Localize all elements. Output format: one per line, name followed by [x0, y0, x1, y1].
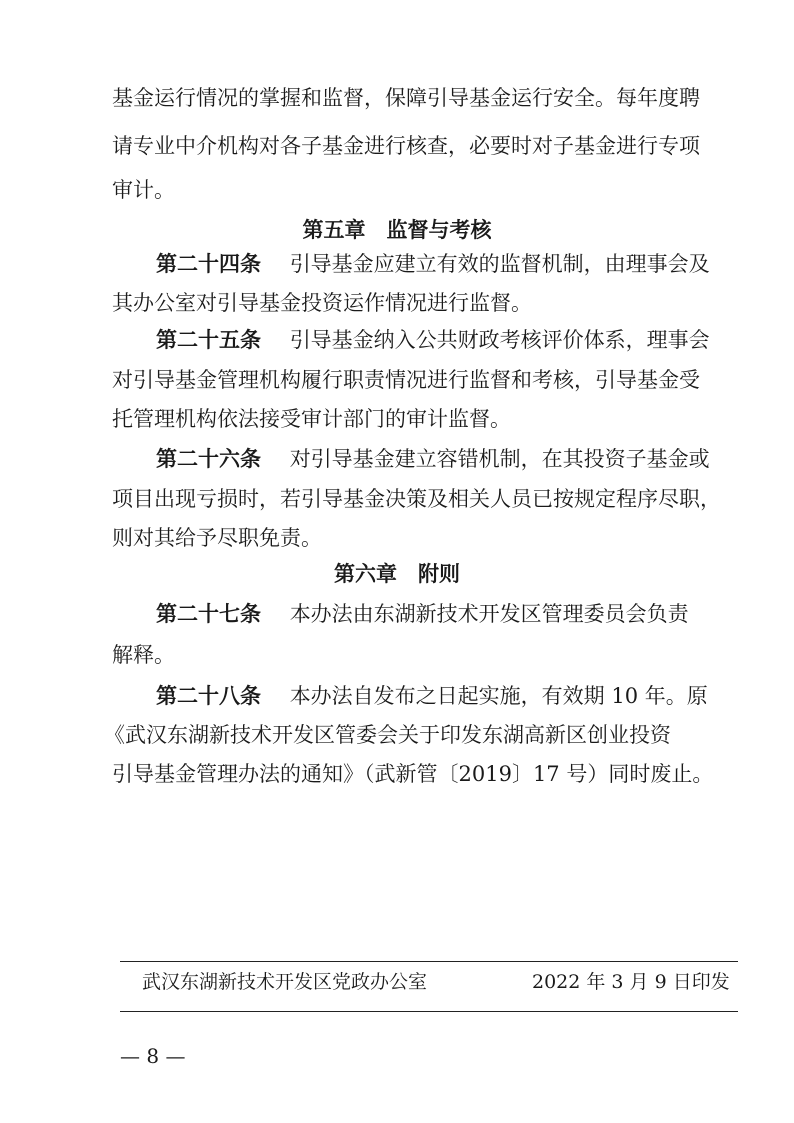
article-text: 引导基金纳入公共财政考核评价体系，理事会 [289, 328, 710, 352]
line-text: 引导基金管理办法的通知》（武新管〔2019〕17 号）同时废止。 [112, 762, 714, 786]
chapter-heading [0, 552, 794, 596]
line-text: 则对其给予尽职免责。 [112, 526, 322, 550]
article-label: 第二十六条 [156, 446, 261, 471]
article-text: 本办法由东湖新技术开发区管理委员会负责 [289, 602, 689, 626]
article-label: 第二十七条 [156, 601, 261, 626]
line-text: 基金运行情况的掌握和监督，保障引导基金运行安全。每年度聘 [112, 86, 700, 110]
paragraph-line [0, 477, 794, 521]
line-text: 其办公室对引导基金投资运作情况进行监督。 [112, 291, 532, 315]
paragraph-line [0, 76, 794, 120]
article-label: 第二十五条 [156, 327, 261, 352]
footer-bottom-rule [120, 1011, 738, 1012]
article-text: 引导基金应建立有效的监督机制，由理事会及 [289, 252, 710, 276]
paragraph-line [0, 633, 794, 677]
footer-issuer: 武汉东湖新技术开发区党政办公室 [142, 971, 428, 993]
footer-top-rule [120, 961, 738, 962]
article-text: 对引导基金建立容错机制，在其投资子基金或 [289, 447, 710, 471]
article-first-line [0, 592, 794, 636]
footer-date: 2022 年 3 月 9 日印发 [532, 971, 730, 993]
line-text: 《武汉东湖新技术开发区管委会关于印发东湖高新区创业投资 [104, 723, 671, 747]
chapter-title: 第六章 附则 [334, 561, 460, 586]
paragraph-line [0, 713, 794, 757]
article-first-line [0, 437, 794, 481]
article-first-line [0, 674, 794, 718]
chapter-title: 第五章 监督与考核 [302, 217, 492, 242]
line-text: 对引导基金管理机构履行职责情况进行监督和考核，引导基金受 [112, 368, 700, 392]
paragraph-line [0, 358, 794, 402]
article-first-line [0, 242, 794, 286]
line-text: 解释。 [112, 643, 175, 667]
paragraph-line [0, 124, 794, 168]
line-text: 审计。 [112, 178, 175, 202]
paragraph-line [0, 752, 794, 796]
article-label: 第二十四条 [156, 251, 261, 276]
paragraph-line [0, 168, 794, 212]
line-text: 请专业中介机构对各子基金进行核查，必要时对子基金进行专项 [112, 134, 700, 158]
page-number: — 8 — [120, 1044, 186, 1068]
article-label: 第二十八条 [156, 683, 261, 708]
line-text: 项目出现亏损时，若引导基金决策及相关人员已按规定程序尽职， [112, 487, 721, 511]
line-text: 托管理机构依法接受审计部门的审计监督。 [112, 407, 511, 431]
paragraph-line [0, 397, 794, 441]
article-text: 本办法自发布之日起实施，有效期 10 年。原 [289, 684, 708, 708]
article-first-line [0, 318, 794, 362]
